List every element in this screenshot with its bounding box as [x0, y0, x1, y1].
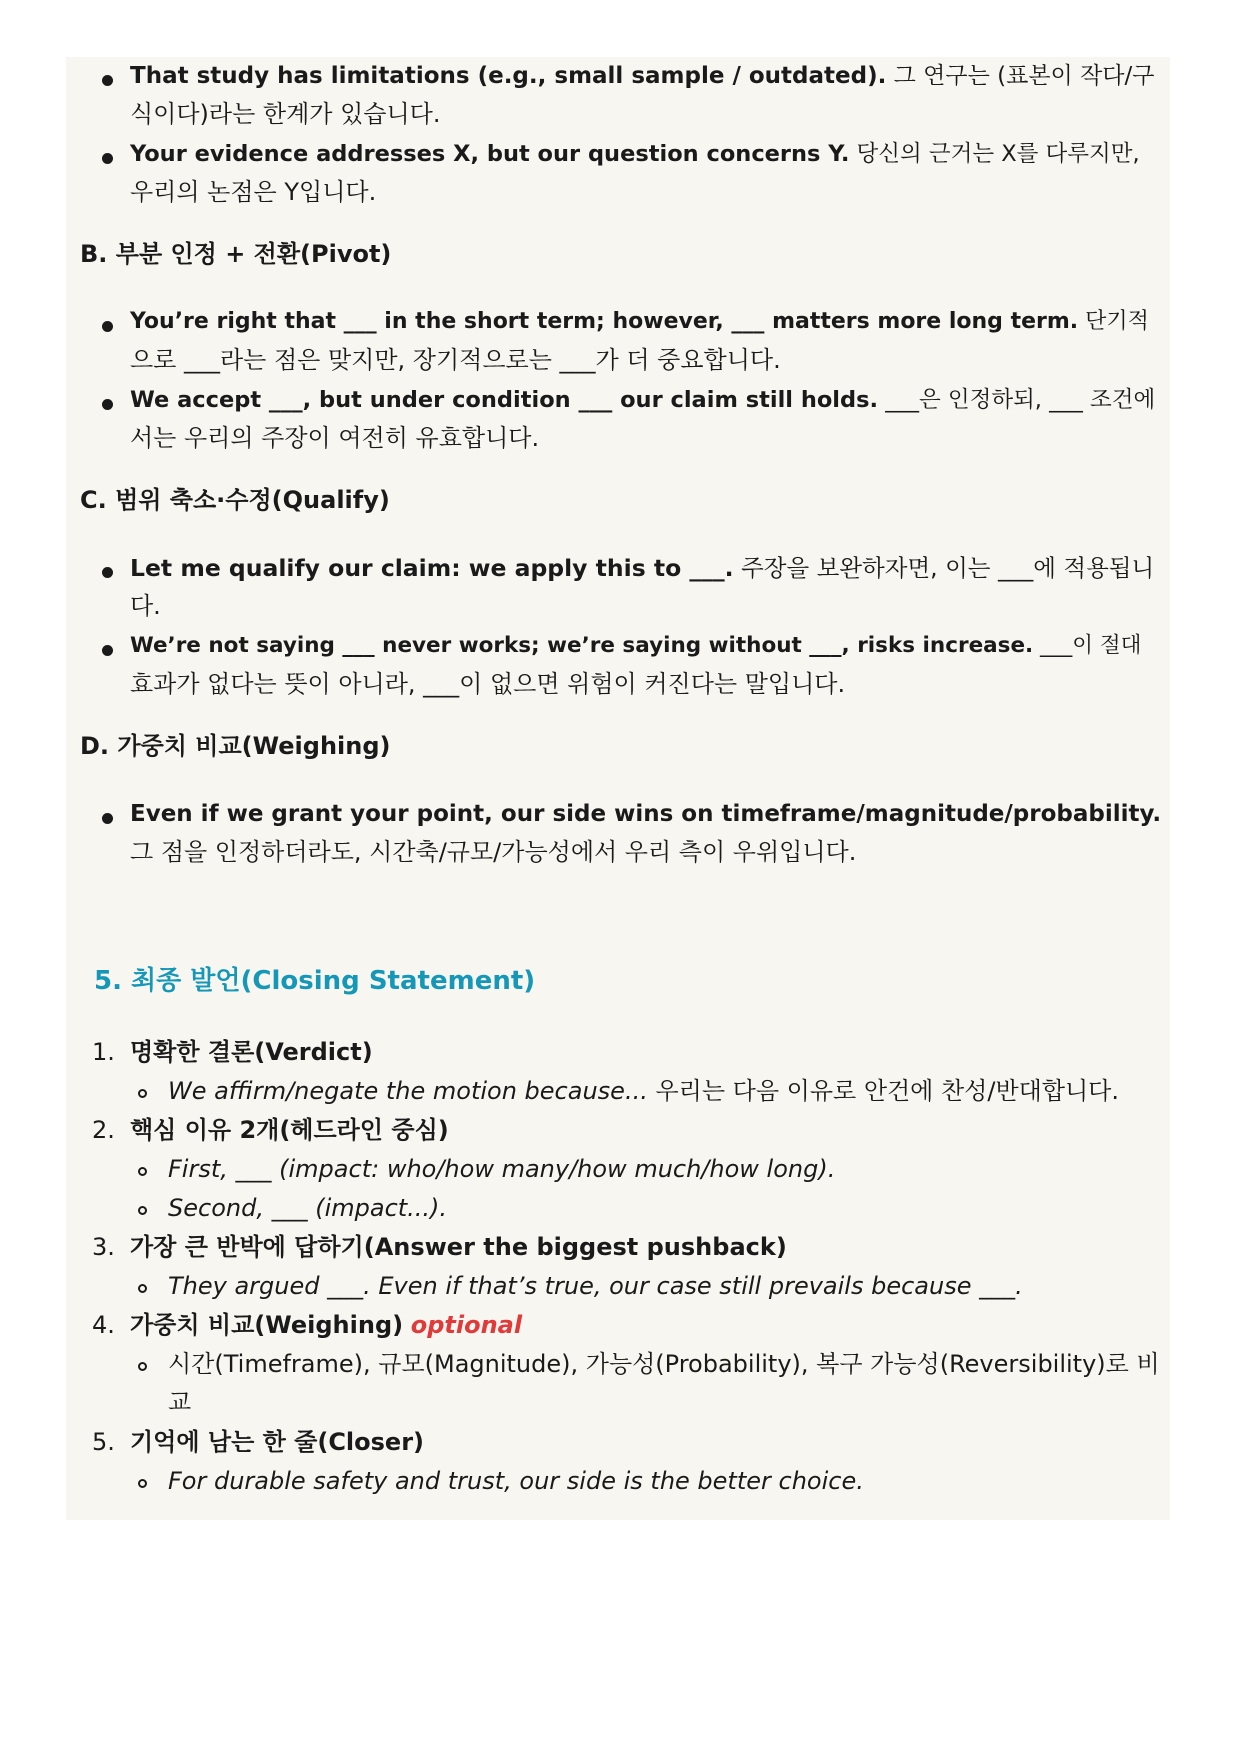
section-heading-d: D. 가중치 비교(Weighing) — [80, 732, 391, 760]
sub-bullet-circle — [138, 1089, 147, 1098]
bullet-dot — [102, 813, 113, 824]
section-heading-b: B. 부분 인정 + 전환(Pivot) — [80, 240, 392, 268]
bullet-dot — [102, 75, 113, 86]
bullet-text: You’re right that ___ in the short term; however, ___ matters more long term. 단기적 — [130, 309, 1149, 334]
bullet-text-continued: 다. — [130, 592, 161, 620]
sub-item-text: They argued ___. Even if that’s true, our case still prevails because ___. — [168, 1272, 1023, 1300]
sub-item-text: For durable safety and trust, our side is the better choice. — [168, 1467, 864, 1495]
sub-bullet-circle — [138, 1206, 147, 1215]
sub-item-text-continued: 교 — [168, 1388, 192, 1416]
bullet-dot — [102, 567, 113, 578]
bullet-text-continued: 효과가 없다는 뜻이 아니라, ___이 없으면 위험이 커진다는 말입니다. — [130, 670, 846, 698]
bullet-text-continued: 식이다)라는 한계가 있습니다. — [130, 100, 441, 128]
bullet-dot — [102, 645, 113, 656]
bullet-dot — [102, 321, 113, 332]
document-page — [66, 57, 1170, 1520]
sub-bullet-circle — [138, 1362, 147, 1371]
bullet-text: Even if we grant your point, our side wins on timeframe/magnitude/probability. — [130, 801, 1162, 827]
bullet-text: That study has limitations (e.g., small sample / outdated). 그 연구는 (표본이 작다/구 — [130, 63, 1155, 89]
bullet-text-continued: 서는 우리의 주장이 여전히 유효합니다. — [130, 424, 540, 452]
sub-bullet-circle — [138, 1167, 147, 1176]
list-number: 3. — [92, 1233, 115, 1261]
list-item-label: 기억에 남는 한 줄(Closer) — [130, 1428, 425, 1456]
sub-bullet-circle — [138, 1479, 147, 1488]
bullet-text: We’re not saying ___ never works; we’re saying without ___, risks increase. ___이 절대 — [130, 633, 1142, 658]
list-item-label: 가중치 비교(Weighing) optional — [130, 1311, 523, 1339]
list-number: 5. — [92, 1428, 115, 1456]
bullet-dot — [102, 153, 113, 164]
bullet-text-continued: 우리의 논점은 Y입니다. — [130, 178, 377, 206]
list-number: 1. — [92, 1038, 115, 1066]
bullet-text: Let me qualify our claim: we apply this to ___. 주장을 보완하자면, 이는 ___에 적용됩니 — [130, 554, 1155, 582]
bullet-dot — [102, 399, 113, 410]
bullet-text: We accept ___, but under condition ___ our claim still holds. ___은 인정하되, ___ 조건에 — [130, 387, 1156, 413]
sub-item-text: 시간(Timeframe), 규모(Magnitude), 가능성(Probability), 복구 가능성(Reversibility)로 비 — [168, 1350, 1160, 1378]
list-number: 4. — [92, 1311, 115, 1339]
sub-item-text: Second, ___ (impact...). — [168, 1194, 448, 1222]
optional-tag: optional — [410, 1311, 523, 1339]
sub-item-text: First, ___ (impact: who/how many/how much/how long). — [168, 1155, 836, 1183]
sub-item-text: We affirm/negate the motion because... 우리는 다음 이유로 안건에 찬성/반대합니다. — [168, 1077, 1119, 1105]
list-item-label: 명확한 결론(Verdict) — [130, 1038, 373, 1066]
bullet-text-continued: 그 점을 인정하더라도, 시간축/규모/가능성에서 우리 측이 우위입니다. — [130, 838, 857, 866]
list-item-label: 가장 큰 반박에 답하기(Answer the biggest pushback) — [130, 1233, 787, 1261]
bullet-text-continued: 으로 ___라는 점은 맞지만, 장기적으로는 ___가 더 중요합니다. — [130, 346, 781, 374]
list-number: 2. — [92, 1116, 115, 1144]
list-item-label: 핵심 이유 2개(헤드라인 중심) — [130, 1116, 449, 1144]
section-heading-c: C. 범위 축소·수정(Qualify) — [80, 486, 390, 514]
section-title-closing: 5. 최종 발언(Closing Statement) — [94, 966, 536, 996]
bullet-text: Your evidence addresses X, but our question concerns Y. 당신의 근거는 X를 다루지만, — [130, 141, 1140, 167]
sub-bullet-circle — [138, 1284, 147, 1293]
